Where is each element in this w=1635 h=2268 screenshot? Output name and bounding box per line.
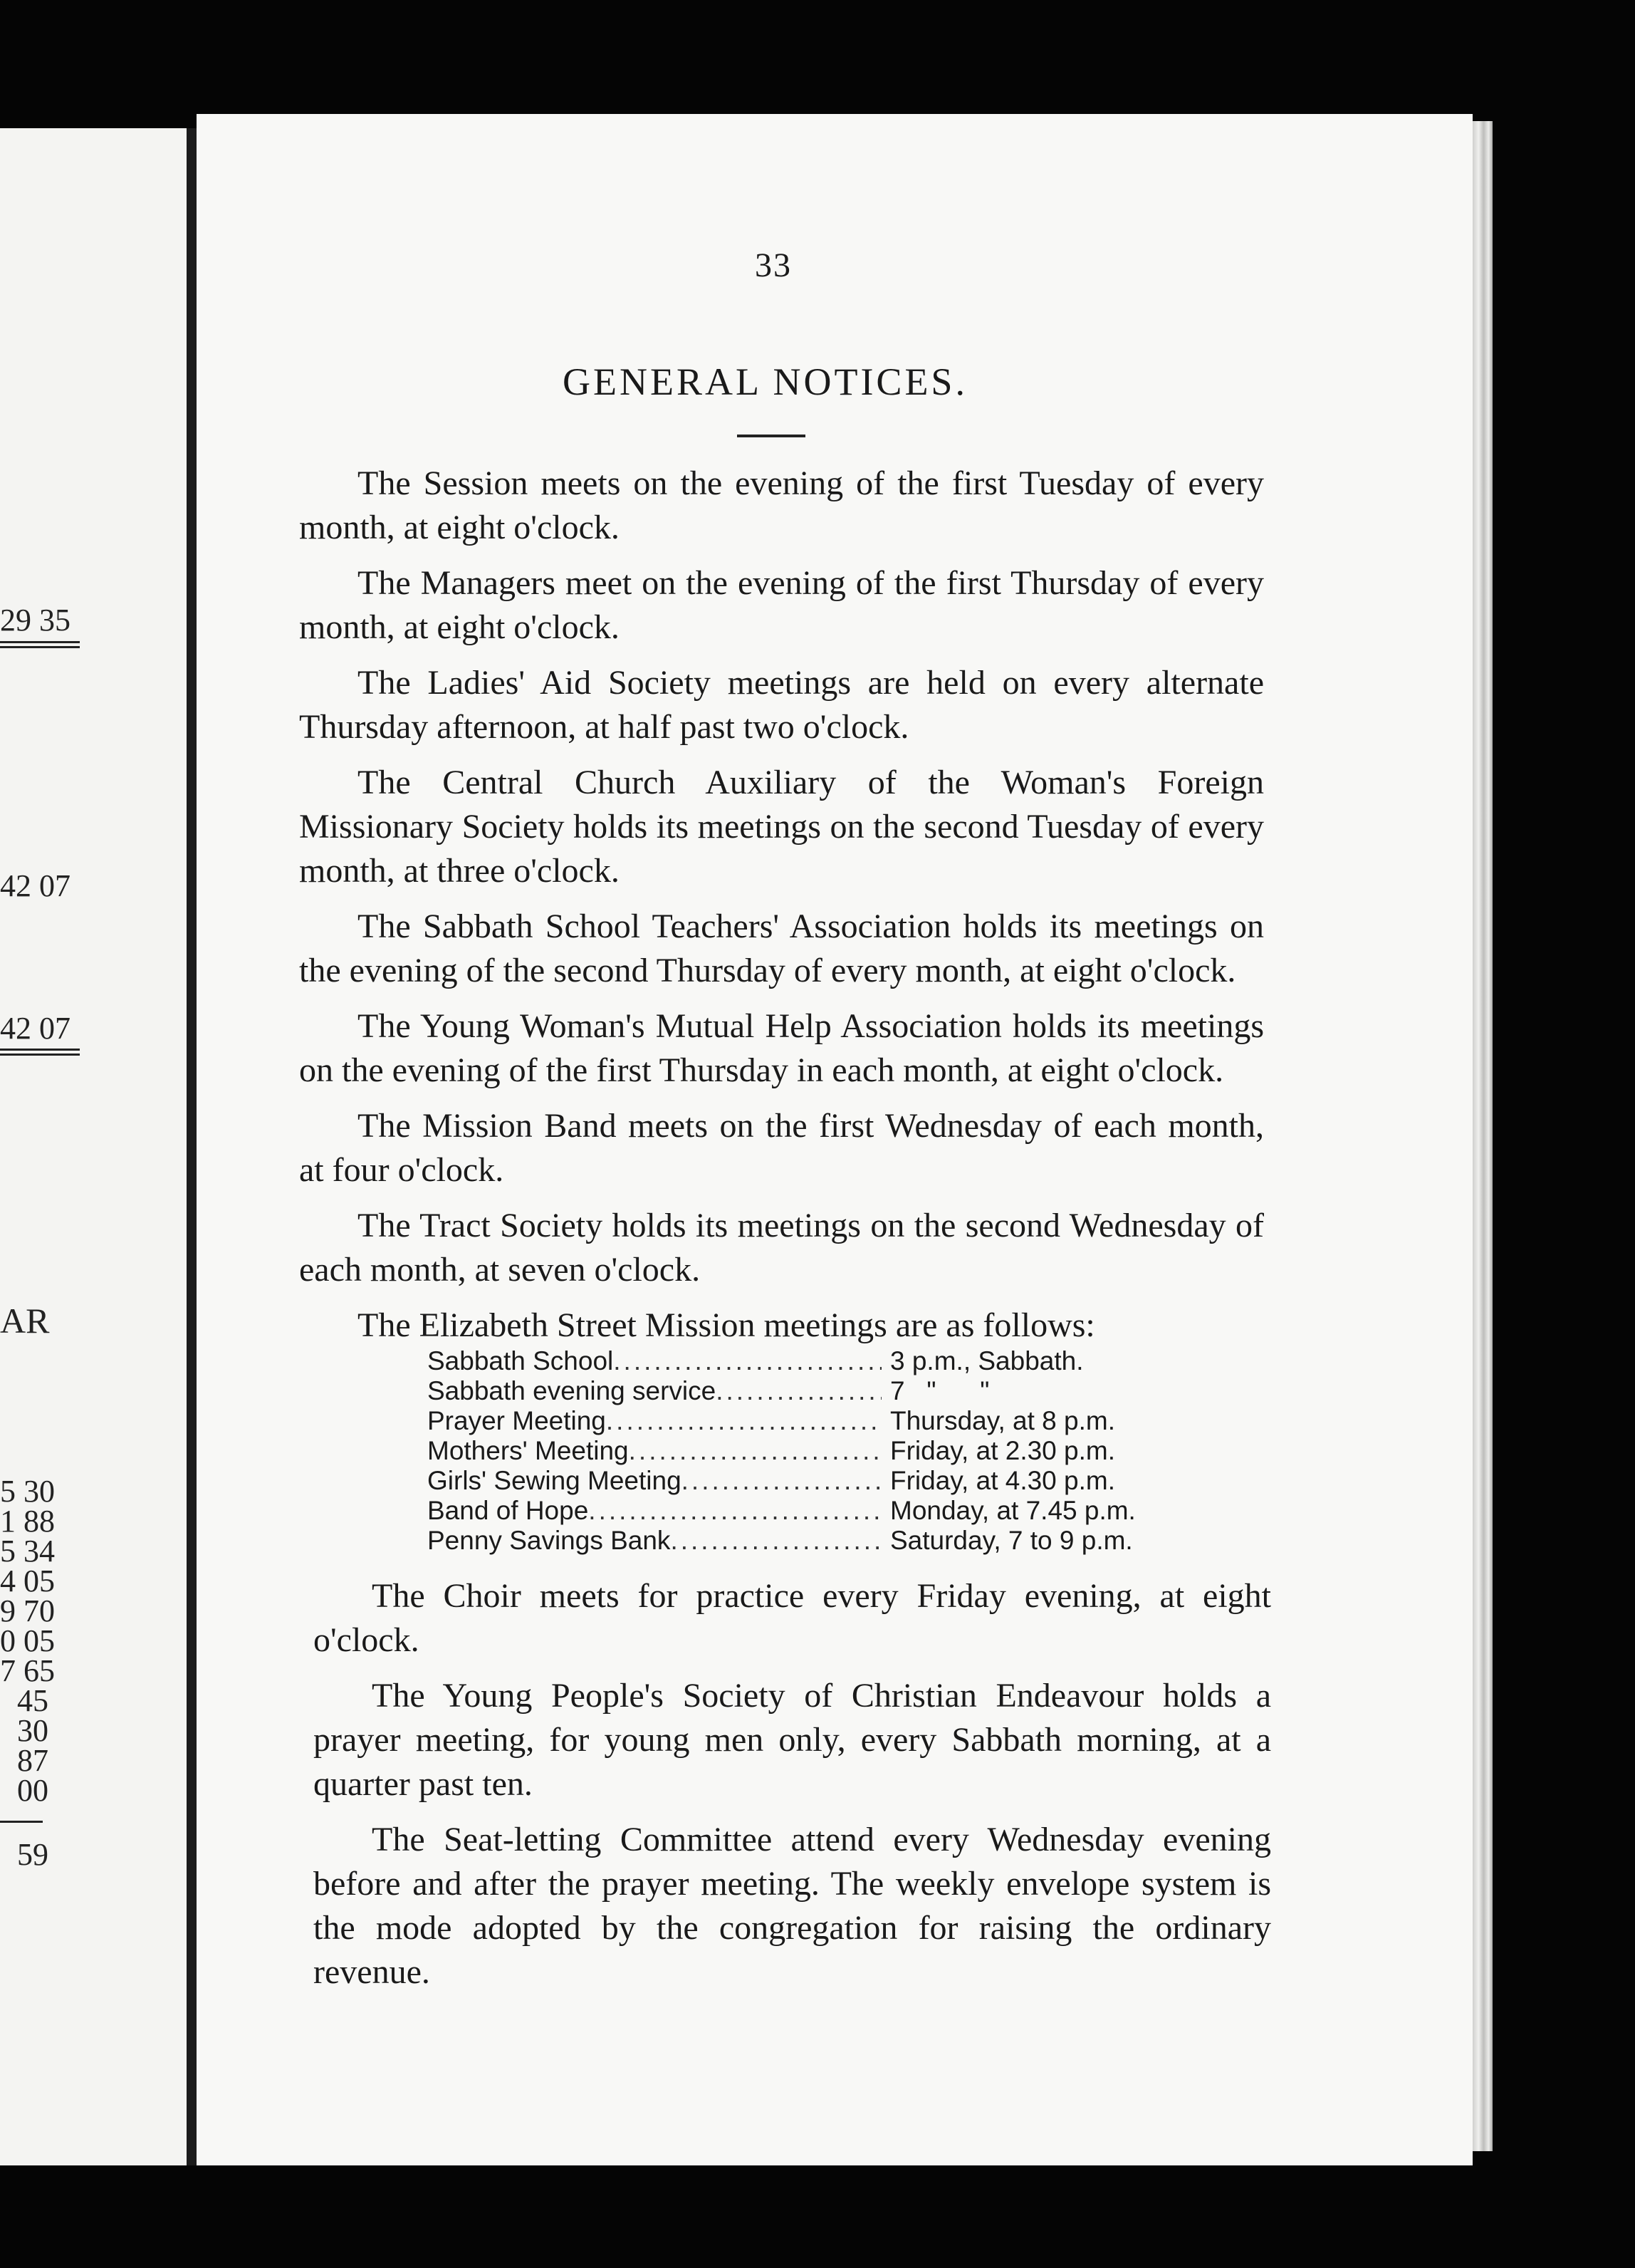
notice-paragraph: The Managers meet on the evening of the first Thursday of every month, at eight o'clock. — [299, 564, 1264, 646]
left-fragment: 9 70 — [0, 1593, 55, 1628]
schedule-row — [427, 1526, 1196, 1556]
schedule-label: Mothers' Meeting — [427, 1436, 629, 1465]
left-fragment: 30 — [17, 1713, 48, 1748]
left-fragment: 4 05 — [0, 1564, 55, 1598]
left-fragment: 5 34 — [0, 1534, 55, 1569]
left-fragment: 5 30 — [0, 1474, 55, 1509]
left-fragment: 42 07 — [0, 868, 70, 903]
schedule-time: 7 " " — [890, 1376, 990, 1405]
schedule-label: Penny Savings Bank — [427, 1526, 671, 1555]
notice-paragraph: The Tract Society holds its meetings on the second Wednesday of each month, at seven o'clock. — [299, 1207, 1264, 1289]
left-fragment: 7 65 — [0, 1653, 55, 1688]
notice-paragraph: The Young Woman's Mutual Help Association holds its meetings on the evening of the first Thursday in each month, at eight o'clock. — [299, 1007, 1264, 1089]
left-fragment: 87 — [17, 1743, 48, 1778]
notice-paragraph: The Sabbath School Teachers' Association holds its meetings on the evening of the second Thursday of every month, at eight o'clock. — [299, 907, 1264, 989]
schedule-time: Saturday, 7 to 9 p.m. — [890, 1526, 1133, 1555]
book-spine — [187, 128, 197, 2165]
left-fragment: AR — [0, 1301, 50, 1341]
schedule-row — [427, 1406, 1196, 1436]
schedule-label: Sabbath School — [427, 1346, 614, 1375]
leader-dots — [613, 1346, 882, 1376]
schedule-time: Monday, at 7.45 p.m. — [890, 1496, 1136, 1525]
schedule-label: Prayer Meeting — [427, 1406, 606, 1435]
notice-paragraph: The Session meets on the evening of the first Tuesday of every month, at eight o'clock. — [299, 464, 1264, 546]
leader-dots — [716, 1376, 882, 1406]
title-rule — [737, 435, 805, 437]
schedule-row — [427, 1466, 1196, 1496]
notice-paragraph: The Mission Band meets on the first Wednesday of each month, at four o'clock. — [299, 1107, 1264, 1189]
schedule-time: Thursday, at 8 p.m. — [890, 1406, 1115, 1435]
page-number: 33 — [755, 246, 792, 284]
leader-dots — [629, 1436, 882, 1466]
schedule-row — [427, 1436, 1196, 1466]
notice-paragraph: The Central Church Auxiliary of the Woman's Foreign Missionary Society holds its meetings on the second Tuesday of every month, at three o'clock. — [299, 764, 1264, 890]
notices-list — [299, 462, 1264, 1359]
page-edge — [1473, 121, 1493, 2151]
notice-paragraph: The Choir meets for practice every Friday evening, at eight o'clock. — [313, 1577, 1271, 1659]
left-fragment: 1 88 — [0, 1504, 55, 1539]
left-fragment: 0 05 — [0, 1623, 55, 1658]
left-fragment: 42 07 — [0, 1011, 70, 1046]
schedule-time: Friday, at 2.30 p.m. — [890, 1436, 1115, 1465]
left-total-rule — [0, 641, 80, 648]
page-title: GENERAL NOTICES. — [563, 360, 968, 403]
schedule-row — [427, 1346, 1196, 1376]
mission-schedule — [427, 1346, 1196, 1556]
leader-dots — [606, 1406, 882, 1436]
notice-paragraph: The Young People's Society of Christian Endeavour holds a prayer meeting, for young men only, every Sabbath morning, at a quarter past ten. — [313, 1677, 1271, 1803]
left-fragment: 59 — [17, 1837, 48, 1872]
left-fragment: 00 — [17, 1773, 48, 1808]
notice-paragraph: The Elizabeth Street Mission meetings are as follows: — [357, 1306, 1095, 1344]
leader-dots — [588, 1496, 882, 1526]
schedule-time: Friday, at 4.30 p.m. — [890, 1466, 1115, 1495]
notice-paragraph: The Ladies' Aid Society meetings are held on every alternate Thursday afternoon, at half past two o'clock. — [299, 664, 1264, 746]
schedule-label: Band of Hope — [427, 1496, 589, 1525]
left-total-rule — [0, 1821, 43, 1823]
left-fragment: 45 — [17, 1683, 48, 1718]
schedule-label: Girls' Sewing Meeting — [427, 1466, 681, 1495]
leader-dots — [681, 1466, 882, 1496]
schedule-row — [427, 1496, 1196, 1526]
left-total-rule — [0, 1049, 80, 1056]
schedule-label: Sabbath evening service — [427, 1376, 716, 1405]
leader-dots — [670, 1526, 882, 1556]
left-fragment: 29 35 — [0, 603, 70, 638]
notice-paragraph: The Seat-letting Committee attend every Wednesday evening before and after the prayer meeting. The weekly envelope system is the mode adopted by the congregation for raising the ordinary revenue. — [313, 1821, 1271, 1991]
schedule-row — [427, 1376, 1196, 1406]
notices-list-continued — [313, 1574, 1271, 2006]
schedule-time: 3 p.m., Sabbath. — [890, 1346, 1084, 1375]
